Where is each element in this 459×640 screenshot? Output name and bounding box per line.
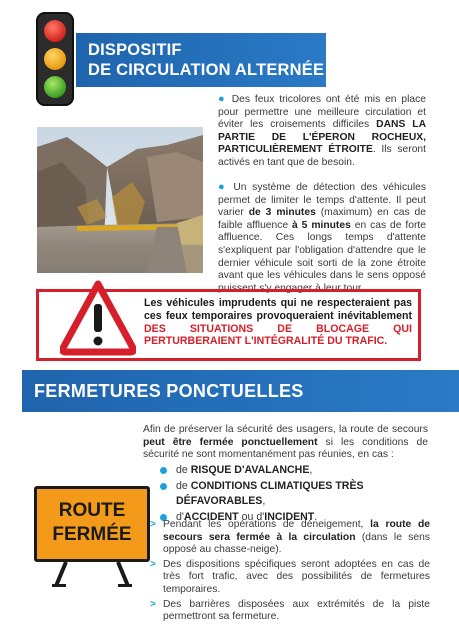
bullet-dot-icon — [160, 467, 167, 474]
list-item-suffix: . — [314, 510, 318, 523]
green-lamp-icon — [44, 76, 66, 98]
intro-paragraph-2 — [218, 181, 426, 295]
note-text-end: (dans le sens opposé au chasse-neige). — [163, 531, 430, 556]
amber-lamp-icon — [44, 48, 66, 70]
bullet-dot-icon — [160, 483, 167, 490]
note-bold: la route de secours sera fermée à la circulation — [163, 519, 430, 543]
sign-line-1: ROUTE — [58, 500, 126, 521]
closures-intro-bold: peut être fermée ponctuellement — [143, 436, 318, 448]
list-item-suffix: , — [309, 464, 313, 476]
intro-p2-text-mid: (maximum) en cas de faible affluence — [218, 207, 426, 231]
list-item — [160, 463, 430, 479]
closures-intro — [143, 424, 428, 462]
road-closed-sign — [34, 486, 150, 562]
page-title-banner — [76, 33, 326, 87]
list-item-suffix: , — [262, 495, 266, 507]
list-item — [150, 519, 430, 557]
intro-p1-bold: DANS LA PARTIE DE L'ÉPERON ROCHEUX, PARTICULIÈREMENT ÉTROITE — [218, 119, 427, 156]
traffic-light-icon — [36, 12, 74, 106]
red-lamp-icon — [44, 20, 66, 42]
closure-reasons-list — [160, 463, 430, 525]
sign-line-2: FERMÉE — [52, 524, 132, 545]
chevron-right-icon: > — [150, 519, 156, 530]
list-item-prefix: d' — [176, 510, 184, 523]
list-item-prefix: de — [176, 479, 191, 492]
intro-p2-text: Un système de détection des véhicules permet de limiter le temps d'attente. Il peut varier — [218, 182, 427, 219]
closures-title-banner: FERMETURES PONCTUELLES — [22, 370, 459, 412]
closures-intro-text: Afin de préserver la sécurité des usagers, la route de secours — [143, 424, 428, 435]
warning-triangle-icon — [60, 280, 136, 361]
bullet-dot-icon: ● — [218, 93, 232, 105]
list-item-bold-2: INCIDENT — [264, 510, 315, 523]
list-item-prefix: de — [176, 464, 191, 476]
closures-intro-end: si les conditions de sécurité ne sont momentanément pas réunies, en cas : — [143, 436, 428, 461]
chevron-right-icon: > — [150, 598, 156, 610]
intro-paragraph-1 — [218, 93, 426, 170]
intro-p2-bold-min: de 3 minutes — [248, 207, 316, 219]
intro-p1-text: Des feux tricolores ont été mis en place pour permettre une meilleure circulation et éviter les croisements difficiles — [218, 94, 427, 131]
page-title-line2: DE CIRCULATION ALTERNÉE — [88, 61, 325, 79]
list-item — [150, 599, 430, 624]
warning-text-red: DES SITUATIONS DE BLOCAGE QUI PERTURBERAIENT L'INTÉGRALITÉ DU TRAFIC. — [144, 322, 412, 348]
note-text: Des barrières disposées aux extrémités de la piste permettront sa fermeture. — [163, 598, 430, 623]
note-text: Pendant les opérations de déneigement, — [163, 519, 371, 530]
note-text: Des dispositions spécifiques seront adoptées en cas de très fort trafic, avec des possibilités de fermetures temporaires. — [163, 558, 430, 595]
intro-p1-end: . Ils seront activés en tant que de besoin. — [218, 144, 427, 168]
bullet-dot-icon: ● — [218, 181, 234, 193]
closure-notes — [150, 519, 430, 626]
list-item — [150, 559, 430, 597]
intro-p2-bold-max: à 5 minutes — [292, 219, 351, 231]
list-item-bold: RISQUE D'AVALANCHE — [190, 464, 310, 476]
warning-text-black: Les véhicules imprudents qui ne respecteraient pas ces feux temporaires provoqueraient inévitablement — [144, 297, 412, 322]
road-photo — [37, 127, 203, 273]
list-item-middle: ou d' — [238, 510, 265, 523]
list-item-bold: CONDITIONS CLIMATIQUES TRÈS DÉFAVORABLES — [176, 479, 364, 507]
intro-p2-text-end: en cas de forte affluence. Ces longs temps d'attente s'expliquent par l'obligation d'attendre que le dernier véhicule soit sorti de la zone étroite avant que les véhicules dans le sens opposé puissent s'y engager à leur tour. — [218, 219, 426, 294]
sign-stand-icon — [52, 562, 132, 593]
chevron-right-icon: > — [150, 558, 156, 570]
warning-text — [144, 297, 412, 348]
list-item — [160, 479, 430, 510]
page-title-line1: DISPOSITIF — [88, 41, 182, 59]
list-item-bold: ACCIDENT — [183, 510, 239, 523]
